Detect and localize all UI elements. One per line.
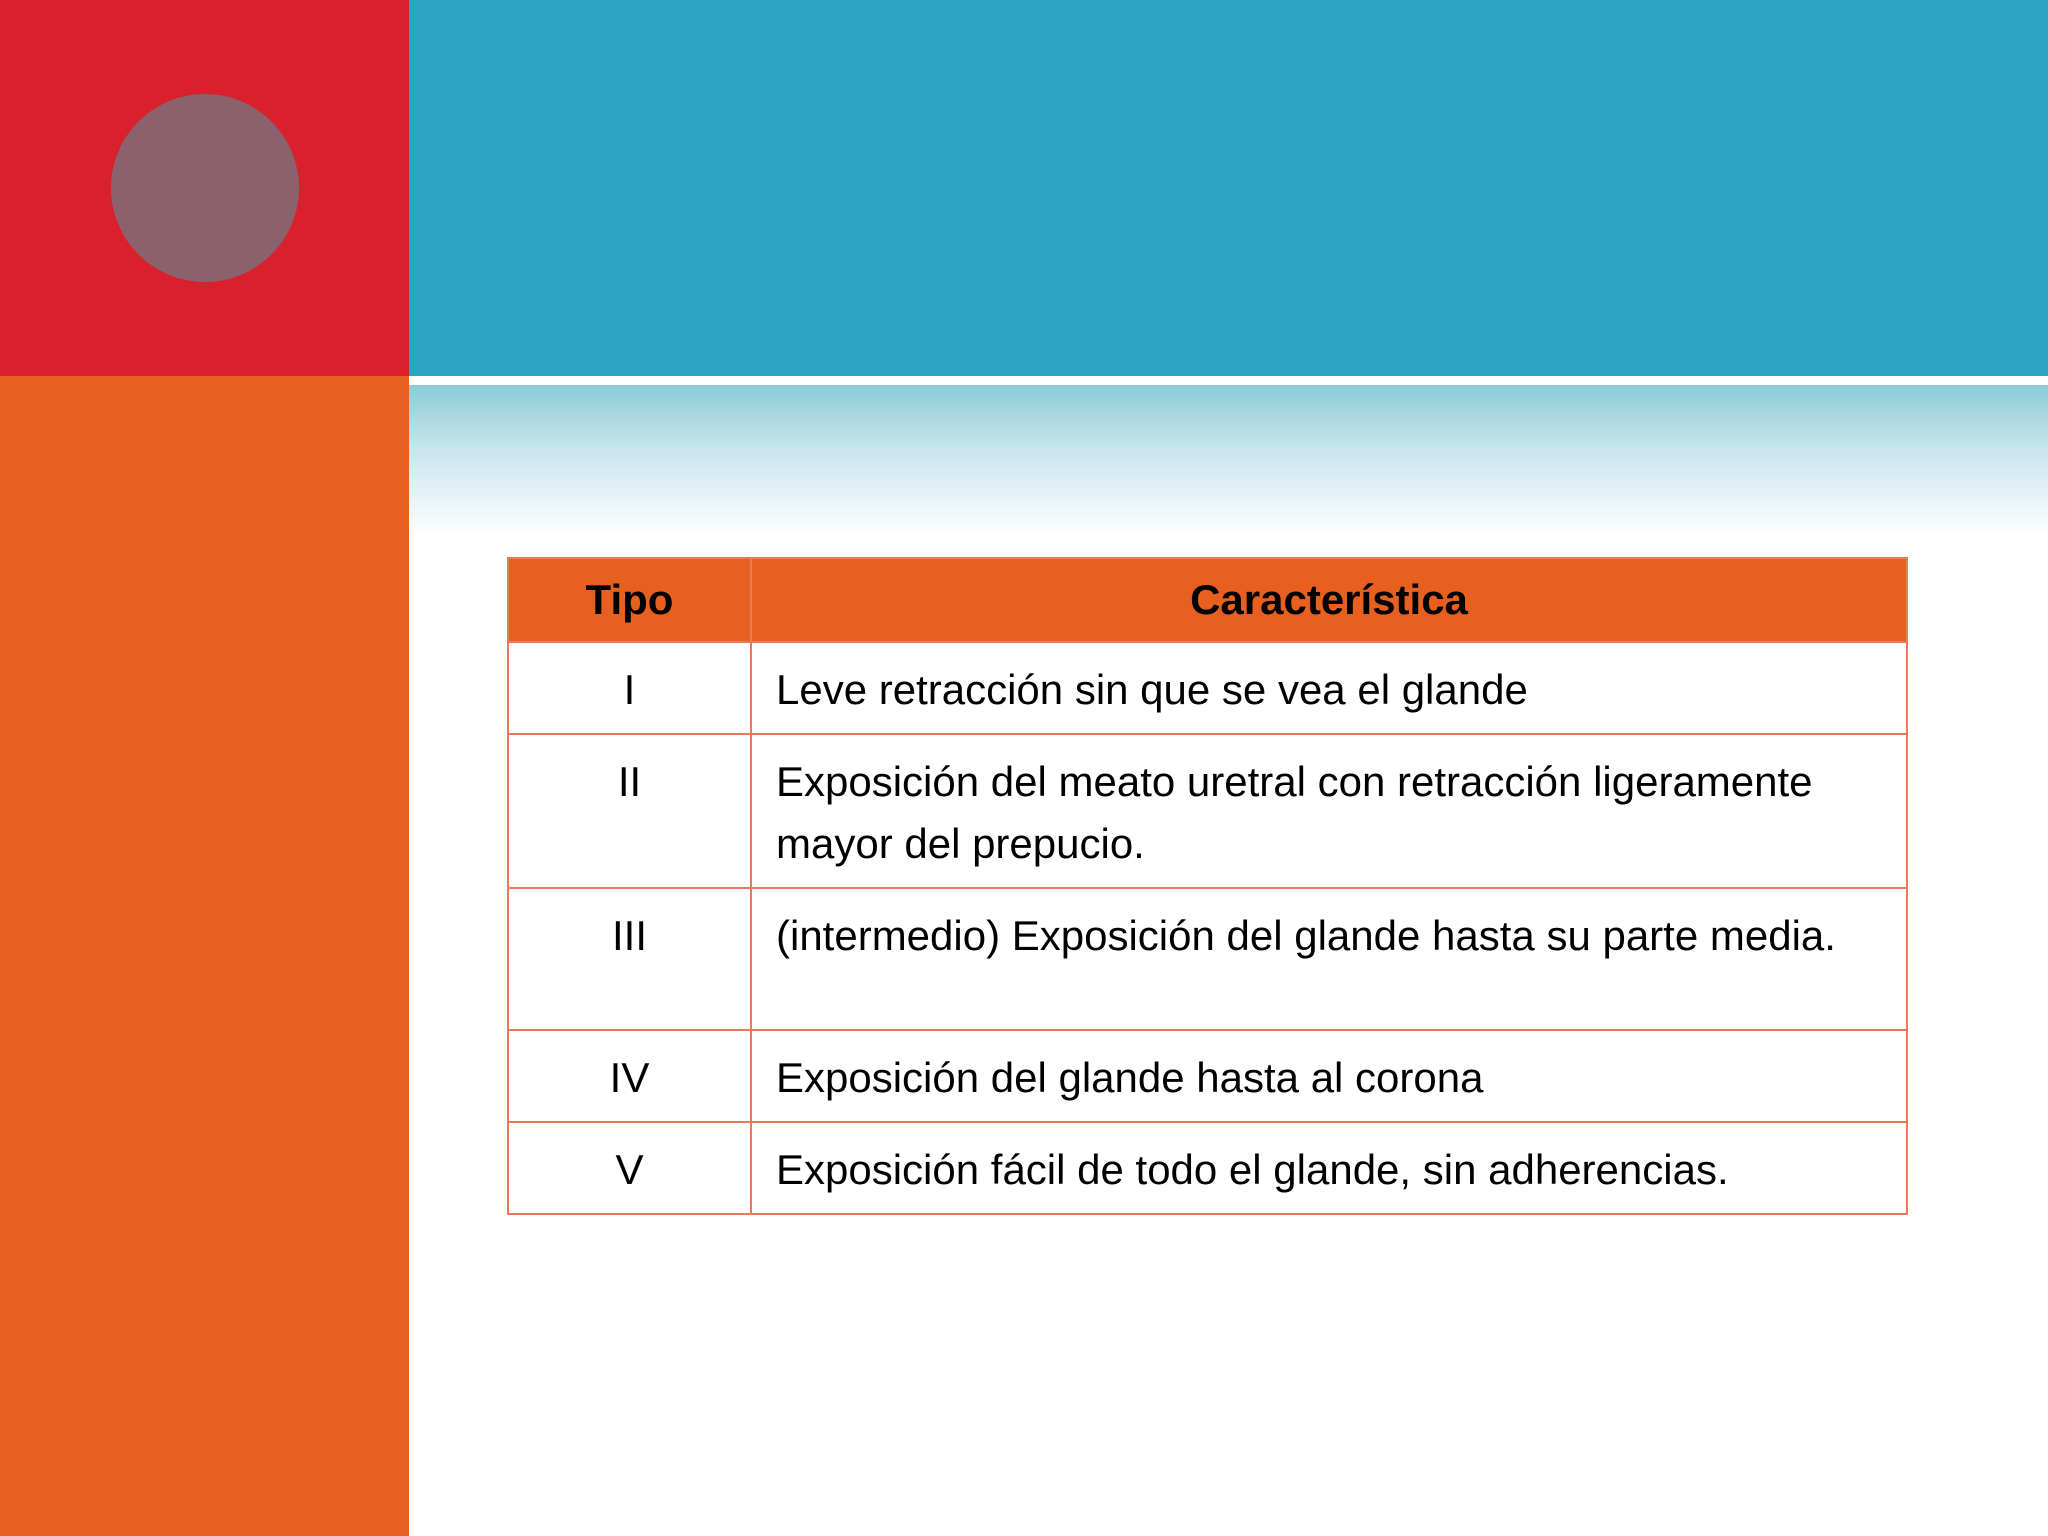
table-row — [508, 888, 1907, 1030]
classification-table — [507, 557, 1908, 1215]
cell-tipo: I — [508, 642, 751, 734]
cell-caracteristica: Exposición del glande hasta al corona — [751, 1030, 1907, 1122]
header-caracteristica: Característica — [751, 558, 1907, 642]
cell-tipo: II — [508, 734, 751, 888]
header-tipo: Tipo — [508, 558, 751, 642]
table-header-row — [508, 558, 1907, 642]
table-row — [508, 734, 1907, 888]
table-container — [507, 557, 1908, 1215]
cell-caracteristica: Exposición fácil de todo el glande, sin adherencias. — [751, 1122, 1907, 1214]
cell-tipo: III — [508, 888, 751, 1030]
table-row — [508, 1122, 1907, 1214]
divider-line — [409, 376, 2048, 385]
cell-tipo: V — [508, 1122, 751, 1214]
gradient-band — [409, 385, 2048, 535]
cell-tipo: IV — [508, 1030, 751, 1122]
orange-sidebar — [0, 376, 409, 1536]
decorative-circle — [111, 94, 299, 282]
table-row — [508, 642, 1907, 734]
table-row — [508, 1030, 1907, 1122]
cell-caracteristica: Exposición del meato uretral con retracción ligeramente mayor del prepucio. — [751, 734, 1907, 888]
cell-caracteristica: (intermedio) Exposición del glande hasta su parte media. — [751, 888, 1907, 1030]
cell-caracteristica: Leve retracción sin que se vea el glande — [751, 642, 1907, 734]
title-band — [409, 0, 2048, 376]
